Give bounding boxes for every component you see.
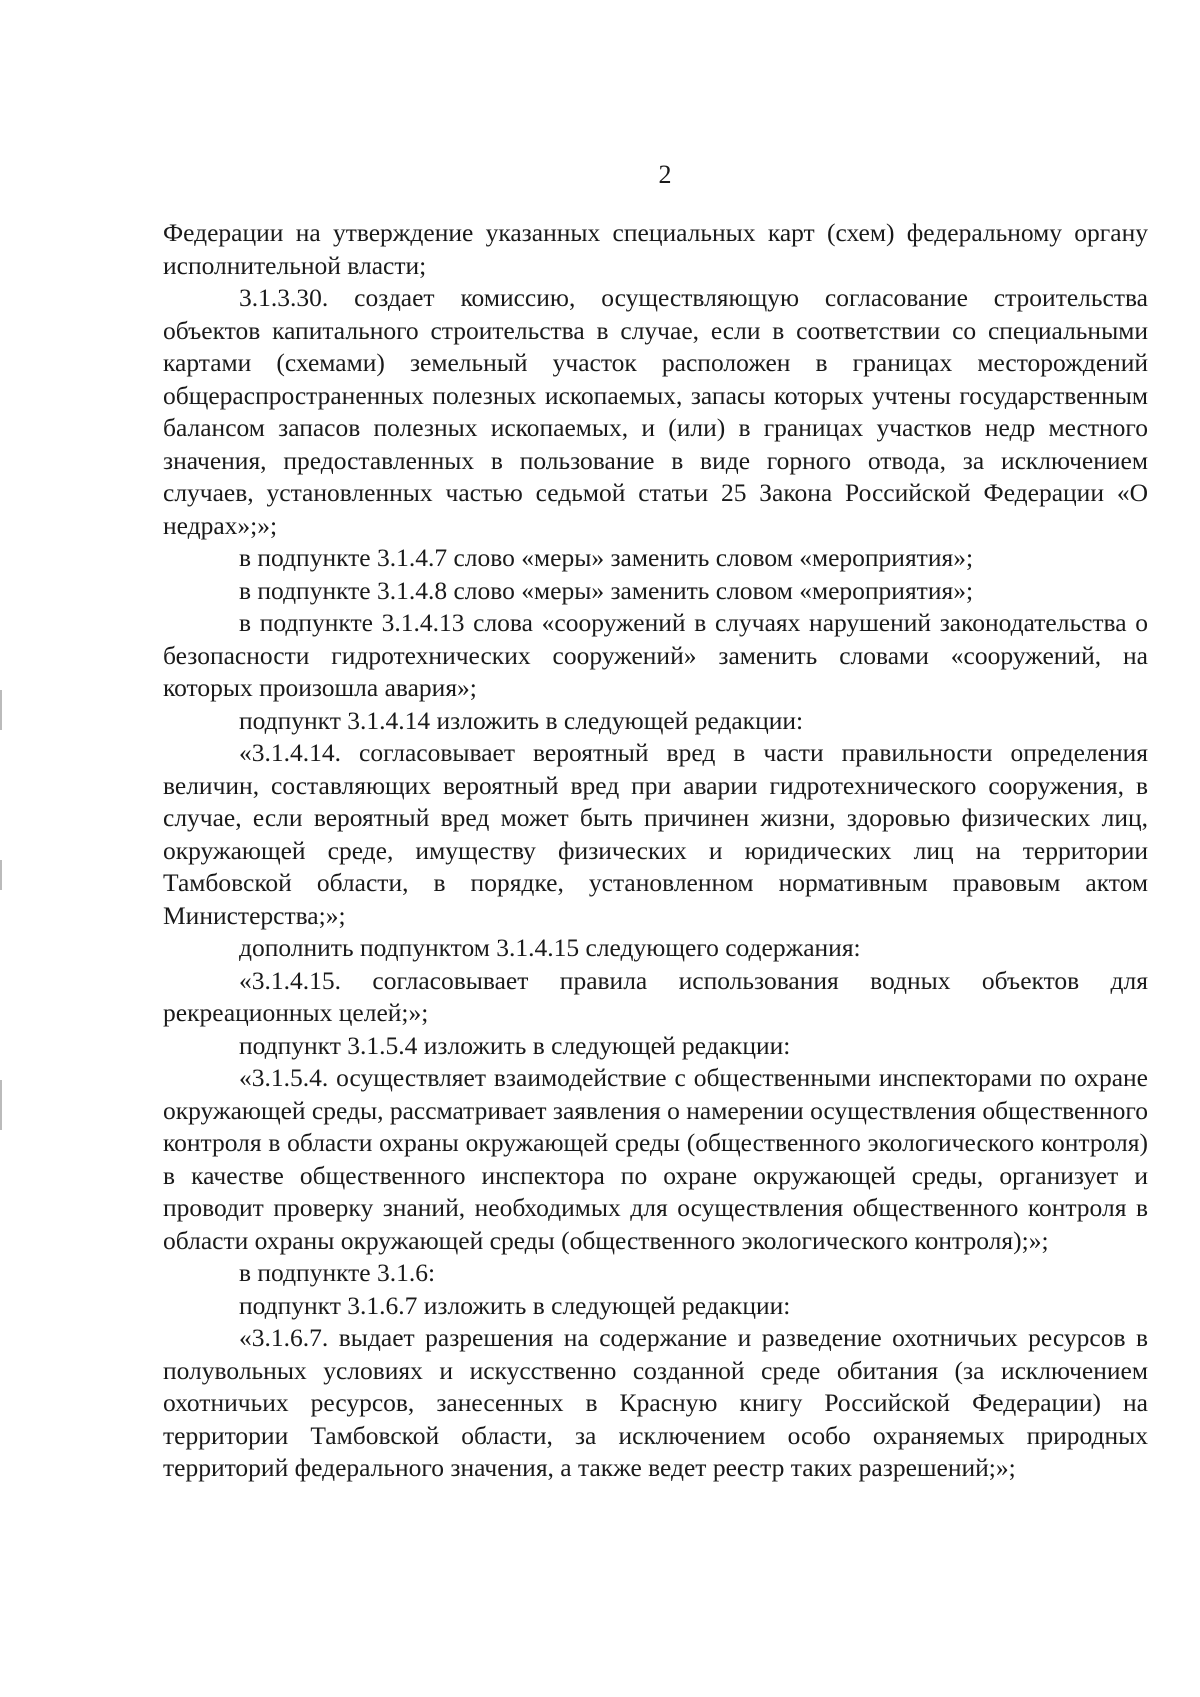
paragraph-3-1-6-7: «3.1.6.7. выдает разрешения на содержание и разведение охотничьих ресурсов в полувольных условиях и искусственно созданной среде обитания (за исключением охотничьих ресурсов, занесенных в Красную книгу Российской Федерации) на территории Тамбовской области, за исключением особо охраняемых природных территорий федерального значения, а также ведет реестр таких разрешений;»; — [163, 1323, 1148, 1482]
paragraph-3-1-4-15-intro: дополнить подпунктом 3.1.4.15 следующего содержания: — [239, 933, 861, 962]
paragraph-3-1-4-14: «3.1.4.14. согласовывает вероятный вред в части правильности определения величин, составляющих вероятный вред при аварии гидротехнического сооружения, в случае, если вероятный вред может быть причинен жизни, здоровью физических лиц, окружающей среде, имуществу физических и юридических лиц на территории Тамбовской области, в порядке, установленном нормативным правовым актом Министерства;»; — [163, 738, 1148, 930]
scan-artifact — [0, 690, 2, 730]
paragraph-3-1-4-15: «3.1.4.15. согласовывает правила использования водных объектов для рекреационных целей;»; — [163, 965, 1148, 1027]
paragraph-3-1-3-30: 3.1.3.30. создает комиссию, осуществляющую согласование строительства объектов капитального строительства в случае, если в соответствии со специальными картами (схемами) земельный участок расположен в границах месторождений общераспространенных полезных ископаемых, запасы которых учтены государственным балансом запасов полезных ископаемых, и (или) в границах участков недр местного значения, предоставленных в пользование в виде горного отвода, за исключением случаев, установленных частью седьмой статьи 25 Закона Российской Федерации «О недрах»;»; — [163, 283, 1148, 540]
paragraph-3-1-4-13: в подпункте 3.1.4.13 слова «сооружений в случаях нарушений законодательства о безопасности гидротехнических сооружений» заменить словами «сооружений, на которых произошла авария»; — [163, 608, 1148, 702]
paragraph-3-1-6-intro: в подпункте 3.1.6: — [239, 1258, 436, 1287]
paragraph-3-1-4-14-intro: подпункт 3.1.4.14 изложить в следующей редакции: — [239, 705, 804, 735]
paragraph-3-1-5-4: «3.1.5.4. осуществляет взаимодействие с общественными инспекторами по охране окружающей среды, рассматривает заявления о намерении осуществления общественного контроля в области охраны окружающей среды (общественного экологического контроля) в качестве общественного инспектора по охране окружающей среды, организует и проводит проверку знаний, необходимых для осуществления общественного контроля в области охраны окружающей среды (общественного экологического контроля);»; — [163, 1063, 1148, 1255]
paragraph-3-1-4-7: в подпункте 3.1.4.7 слово «меры» заменить словом «мероприятия»; — [239, 543, 974, 572]
paragraph-3-1-4-8: в подпункте 3.1.4.8 слово «меры» заменить словом «мероприятия»; — [239, 575, 974, 605]
scan-artifact — [0, 1080, 2, 1130]
paragraph-3-1-5-4-intro: подпункт 3.1.5.4 изложить в следующей редакции: — [239, 1030, 791, 1060]
scan-artifact — [0, 860, 2, 890]
page-number: 2 — [658, 160, 672, 189]
paragraph-3-1-6-7-intro: подпункт 3.1.6.7 изложить в следующей редакции: — [239, 1290, 791, 1320]
paragraph-federation-approval: Федерации на утверждение указанных специальных карт (схем) федеральному органу исполнительной власти; — [163, 218, 1148, 280]
document-body — [163, 217, 1148, 1485]
